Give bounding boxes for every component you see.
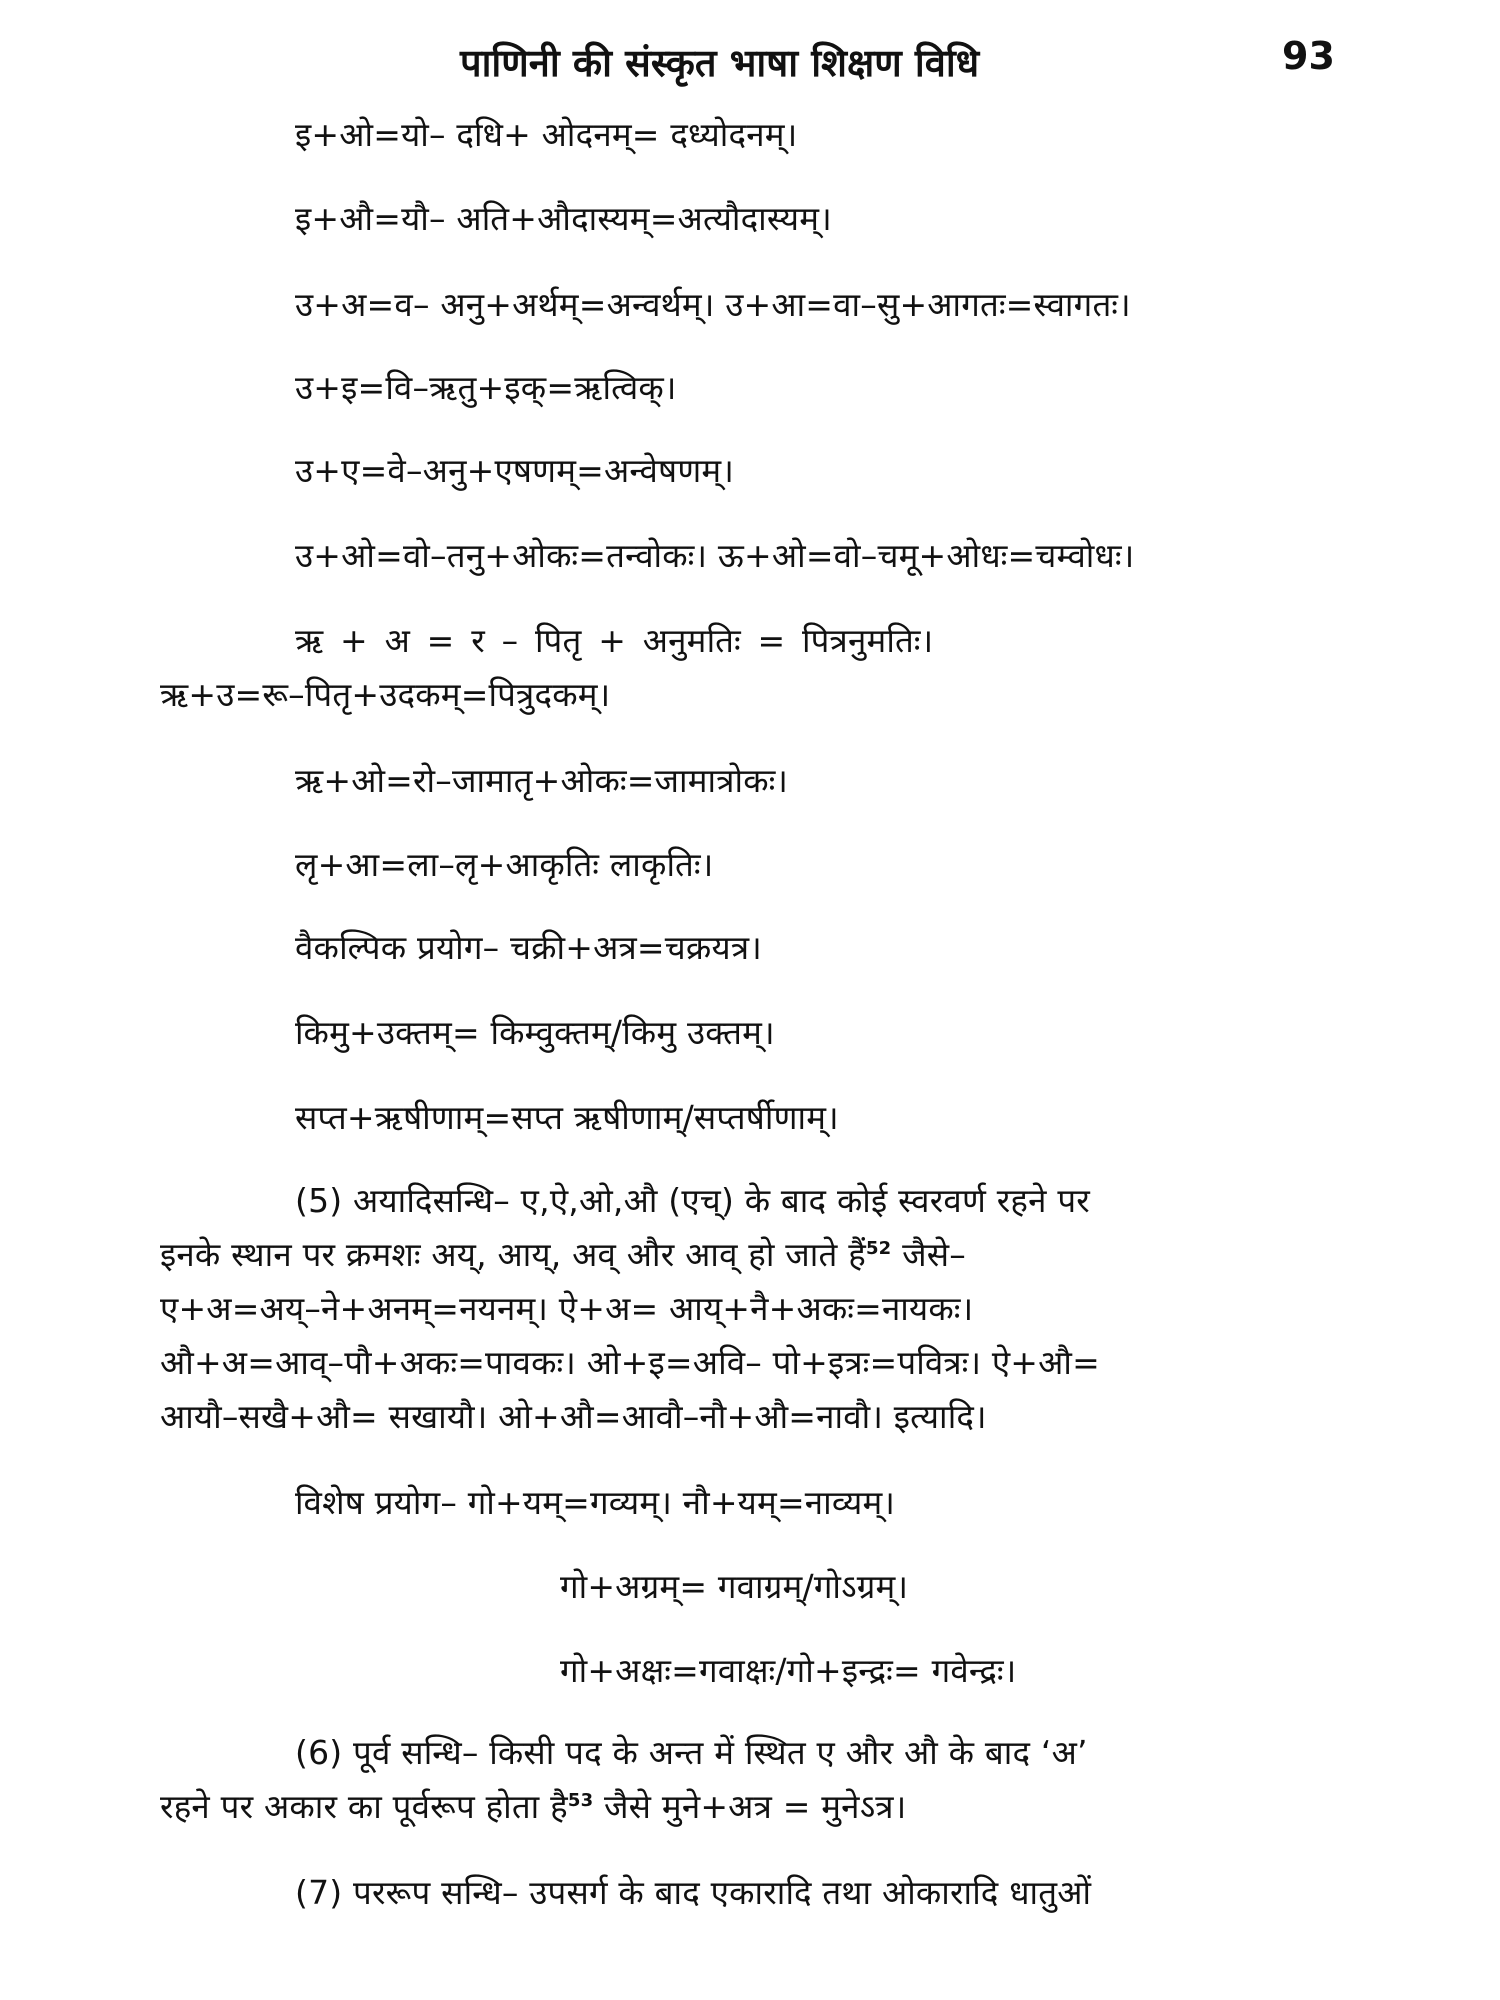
text-line: औ+अ=आव्–पौ+अकः=पावकः। ओ+इ=अवि– पो+इत्रः=पवित्रः। ऐ+औ=	[160, 1343, 1100, 1382]
text-line: वैकल्पिक प्रयोग– चक्री+अत्र=चक्रयत्र।	[295, 928, 762, 967]
text-line: गो+अक्षः=गवाक्षः/गो+इन्द्रः= गवेन्द्रः।	[560, 1651, 1017, 1690]
text-span: इनके स्थान पर क्रमशः अय्, आय्, अव् और आव् हो जाते हैं	[160, 1235, 866, 1274]
section-7-heading-line: (7) पररूप सन्धि– उपसर्ग के बाद एकारादि तथा ओकारादि धातुओं	[295, 1873, 1092, 1912]
footnote-marker: 52	[865, 1238, 892, 1259]
running-header-title: पाणिनी की संस्कृत भाषा शिक्षण विधि	[460, 41, 980, 85]
text-line	[160, 1784, 906, 1830]
text-line: लृ+आ=ला–लृ+आकृतिः लाकृतिः।	[295, 845, 714, 884]
text-line: सप्त+ऋषीणाम्=सप्त ऋषीणाम्/सप्तर्षीणाम्।	[295, 1098, 839, 1137]
text-line: ऋ+ओ=रो–जामातृ+ओकः=जामात्रोकः।	[295, 761, 789, 800]
text-line: इ+औ=यौ– अति+औदास्यम्=अत्यौदास्यम्।	[295, 199, 832, 238]
page-number: 93	[1282, 34, 1335, 78]
text-line: किमु+उक्तम्= किम्वुक्तम्/किमु उक्तम्।	[295, 1013, 775, 1052]
text-span: जैसे मुने+अत्र = मुनेऽत्र।	[604, 1787, 907, 1826]
text-line: विशेष प्रयोग– गो+यम्=गव्यम्। नौ+यम्=नाव्यम्।	[295, 1483, 896, 1522]
text-line: ऋ+उ=रू–पितृ+उदकम्=पित्रुदकम्।	[160, 675, 611, 714]
text-line: उ+इ=वि–ऋतु+इक्=ऋत्विक्।	[295, 368, 677, 407]
text-line: गो+अग्रम्= गवाग्रम्/गोऽग्रम्।	[560, 1567, 909, 1606]
section-5-heading-line: (5) अयादिसन्धि– ए,ऐ,ओ,औ (एच्) के बाद कोई स्वरवर्ण रहने पर	[295, 1181, 1090, 1220]
text-line: आयौ–सखै+औ= सखायौ। ओ+औ=आवौ–नौ+औ=नावौ। इत्यादि।	[160, 1397, 987, 1436]
text-span: जैसे–	[902, 1235, 966, 1274]
section-6-heading-line: (6) पूर्व सन्धि– किसी पद के अन्त में स्थित ए और औ के बाद ‘अ’	[295, 1733, 1088, 1772]
text-line	[160, 1232, 966, 1278]
text-line: उ+ओ=वो–तनु+ओकः=तन्वोकः। ऊ+ओ=वो–चमू+ओधः=चम्वोधः।	[295, 536, 1135, 575]
text-span: रहने पर अकार का पूर्वरूप होता है	[160, 1787, 568, 1826]
text-line: उ+अ=व– अनु+अर्थम्=अन्वर्थम्। उ+आ=वा–सु+आगतः=स्वागतः।	[295, 285, 1131, 324]
text-line: उ+ए=वे–अनु+एषणम्=अन्वेषणम्।	[295, 451, 735, 490]
text-line: ऋ + अ = र – पितृ + अनुमतिः = पित्रनुमतिः।	[295, 621, 934, 660]
text-line: ए+अ=अय्–ने+अनम्=नयनम्। ऐ+अ= आय्+नै+अकः=नायकः।	[160, 1289, 974, 1328]
text-line: इ+ओ=यो– दधि+ ओदनम्= दध्योदनम्।	[295, 115, 798, 154]
footnote-marker: 53	[567, 1790, 594, 1811]
